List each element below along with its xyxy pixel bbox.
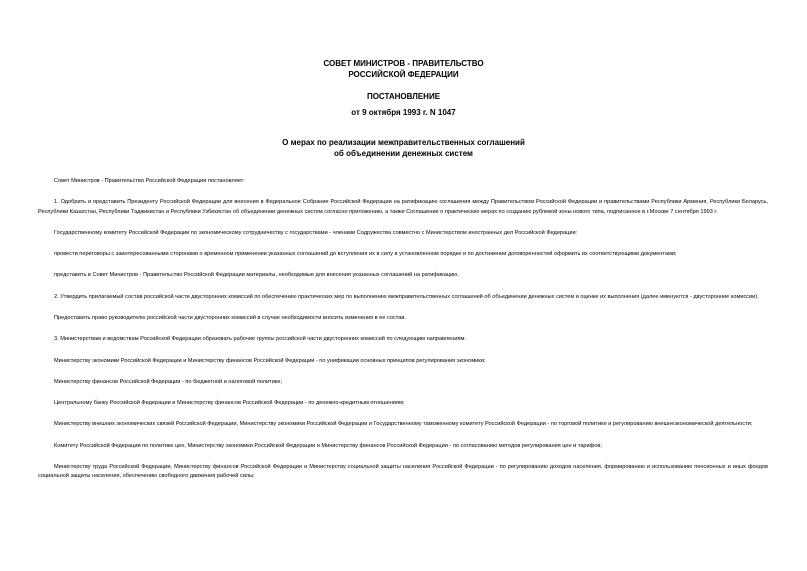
paragraph-preamble: Совет Министров - Правительство Российской Федерации постановляет: — [54, 178, 245, 184]
paragraph-3: провести переговоры с заинтересованными сторонами о временном применении указанных соглашений до вступления их в силу в установленном порядке и по достижении договоренностей оформить их соответствующими документами; — [54, 251, 677, 258]
document-type: ПОСТАНОВЛЕНИЕ — [366, 92, 441, 101]
document-date-number: от 9 октября 1993 г. N 1047 — [351, 108, 456, 117]
paragraph-5: 2. Утвердить прилагаемый состав российской части двусторонних комиссий по обеспечению практических мер по выполнению межправительственных соглашений об объединении денежных систем и оценке их выполнения (далее именуются - двусторонние комиссии). — [54, 293, 759, 300]
document-title-line1: О мерах по реализации межправительственных соглашений — [282, 138, 525, 147]
paragraph-4: представить в Совет Министров - Правительство Российской Федерации материалы, необходимые для внесения указанных соглашений на ратификацию. — [54, 272, 459, 279]
paragraph-13: Министерству труда Российской Федерации, Министерству финансов Российской Федерации и Министерству социальной защиты населения Российской Федерации - по регулированию доходов населения, формированию и использованию пенсионных и иных фондов социальной защиты населения, обеспечению свободного движения рабочей силы; — [38, 464, 768, 480]
org-name-line2: РОССИЙСКОЙ ФЕДЕРАЦИИ — [348, 70, 459, 79]
org-name-line1: СОВЕТ МИНИСТРОВ - ПРАВИТЕЛЬСТВО — [323, 59, 484, 68]
paragraph-9: Министерству финансов Российской Федерации - по бюджетной и налоговой политике; — [54, 378, 283, 385]
paragraph-1: 1. Одобрить и представить Президенту Российской Федерации для внесения в Федеральное Собрание Российской Федерации на ратификацию соглашения между Правительством Российской Федерации и правительствами Республики Армения, Республики Беларусь, Республики Казахстан, Республики Таджикистан и Республики Узбекистан об объединении денежных систем согласно приложению, а также Соглашение о практических мерах по созданию рублевой зоны нового типа, подписанное в г.Москве 7 сентября 1993 г. — [38, 199, 768, 215]
paragraph-7: 3. Министерствам и ведомствам Российской Федерации образовать рабочие группы российской части двусторонних комиссий по следующим направлениям: — [54, 336, 466, 343]
paragraph-10: Центральному банку Российской Федерации и Министерству финансов Российской Федерации - по денежно-кредитным отношениям; — [54, 400, 405, 407]
paragraph-8: Министерству экономики Российской Федерации и Министерству финансов Российской Федерации - по унификации основных принципов регулирования экономики; — [54, 357, 486, 364]
document-body — [38, 177, 768, 494]
document-title-line2: об объединении денежных систем — [334, 149, 473, 158]
paragraph-12: Комитету Российской Федерации по политике цен, Министерству экономики Российской Федерации и Министерству финансов Российской Федерации - по согласованию методов регулирования цен и тарифов; — [54, 442, 602, 449]
paragraph-6: Предоставить право руководителю российской части двусторонних комиссий в случае необходимости вносить изменения в ее состав. — [54, 314, 406, 321]
paragraph-11: Министерству внешних экономических связей Российской Федерации, Министерству экономики Российской Федерации и Государственному таможенному комитету Российской Федерации - по торговой политике и регулированию внешнеэкономической деятельности; — [54, 421, 753, 428]
paragraph-2: Государственному комитету Российской Федерации по экономическому сотрудничеству с государствами - членами Содружества совместно с Министерством иностранных дел Российской Федерации: — [54, 229, 578, 236]
